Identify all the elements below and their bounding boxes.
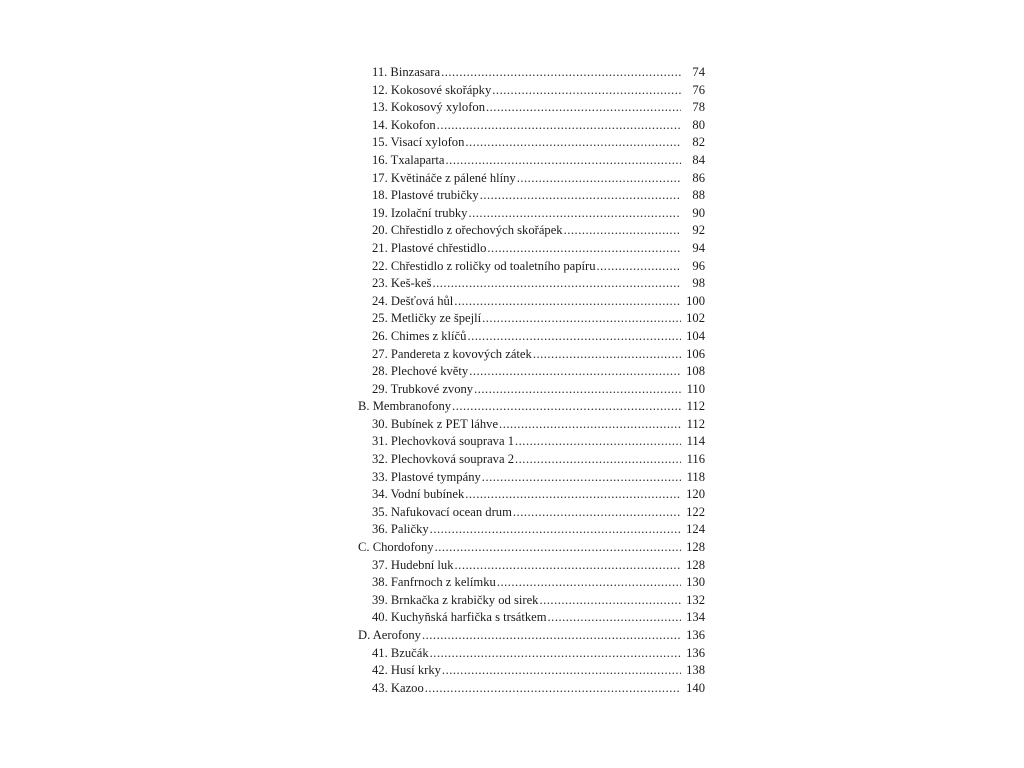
- toc-dot-leader: [442, 662, 681, 680]
- toc-entry: [358, 592, 705, 610]
- toc-page-number: 128: [686, 557, 705, 572]
- toc-entry-title: D. Aerofony: [358, 628, 421, 642]
- toc-dot-leader: [474, 381, 681, 399]
- toc-page-number: 120: [686, 487, 705, 502]
- toc-page-number: 114: [686, 434, 705, 449]
- toc-page-number: 134: [686, 610, 705, 625]
- toc-entry-title: 17. Květináče z pálené hlíny: [372, 170, 516, 185]
- toc-entry-title: 21. Plastové chřestidlo: [372, 240, 487, 255]
- toc-dot-leader: [437, 117, 681, 135]
- toc-entry: [358, 328, 705, 346]
- toc-entry: [358, 222, 705, 240]
- toc-page-number: 102: [686, 311, 705, 326]
- toc-page-number: 86: [692, 170, 705, 185]
- toc-entry-title: 14. Kokofon: [372, 117, 436, 132]
- toc-entry: [358, 363, 705, 381]
- toc-entry: [358, 134, 705, 152]
- toc-dot-leader: [435, 539, 681, 557]
- toc-page-number: 92: [692, 223, 705, 238]
- toc-entry: [358, 82, 705, 100]
- toc-entry: [358, 346, 705, 364]
- toc-dot-leader: [469, 363, 681, 381]
- toc-entry-title: 18. Plastové trubičky: [372, 188, 479, 203]
- toc-entry: [358, 99, 705, 117]
- toc-entry: [358, 310, 705, 328]
- toc-entry: [358, 293, 705, 311]
- toc-dot-leader: [533, 346, 681, 364]
- toc-entry-title: 34. Vodní bubínek: [372, 487, 465, 502]
- toc-entry-title: 31. Plechovková souprava 1: [372, 434, 514, 449]
- toc-page-number: 82: [692, 135, 705, 150]
- toc-page-number: 74: [692, 65, 705, 79]
- toc-page-number: 112: [686, 416, 705, 431]
- toc-page-number: 76: [692, 82, 705, 97]
- toc-dot-leader: [515, 451, 681, 469]
- toc-entry: [358, 469, 705, 487]
- toc-dot-leader: [454, 293, 681, 311]
- toc-dot-leader: [467, 328, 681, 346]
- toc-entry: [358, 205, 705, 223]
- toc-entry-title: 35. Nafukovací ocean drum: [372, 504, 512, 519]
- toc-page-number: 106: [686, 346, 705, 361]
- toc-dot-leader: [513, 504, 681, 522]
- toc-entry: [358, 574, 705, 592]
- toc-dot-leader: [597, 258, 682, 276]
- toc-page-number: 118: [686, 469, 705, 484]
- toc-entry: [358, 627, 705, 645]
- toc-entry: [358, 275, 705, 293]
- toc-dot-leader: [455, 557, 681, 575]
- toc-entry: [358, 662, 705, 680]
- toc-entry: [358, 381, 705, 399]
- toc-page-number: 110: [686, 381, 705, 396]
- toc-page-number: 88: [692, 188, 705, 203]
- toc-entry-title: 39. Brnkačka z krabičky od sirek: [372, 592, 539, 607]
- toc-page-number: 108: [686, 364, 705, 379]
- toc-page-number: 140: [686, 680, 705, 695]
- toc-entry-title: 33. Plastové tympány: [372, 469, 481, 484]
- toc-entry-title: 27. Pandereta z kovových zátek: [372, 346, 532, 361]
- toc-entry-title: 16. Txalaparta: [372, 152, 445, 167]
- toc-entry-title: 22. Chřestidlo z roličky od toaletního papíru: [372, 258, 596, 273]
- toc-entry: [358, 680, 705, 698]
- toc-page-number: 122: [686, 504, 705, 519]
- toc-entry: [358, 645, 705, 663]
- toc-dot-leader: [425, 680, 681, 698]
- toc-dot-leader: [492, 82, 681, 100]
- toc-entry-title: 25. Metličky ze špejlí: [372, 311, 482, 326]
- toc-page-number: 116: [686, 452, 705, 467]
- toc-entry-title: 11. Binzasara: [372, 65, 441, 79]
- toc-page-number: 80: [692, 117, 705, 132]
- toc-entry: [358, 416, 705, 434]
- toc-page-number: 124: [686, 522, 705, 537]
- toc-entry-title: 42. Husí krky: [372, 663, 441, 678]
- toc-entry-title: 43. Kazoo: [372, 680, 424, 695]
- toc-page-number: 136: [686, 628, 705, 642]
- toc-dot-leader: [499, 416, 681, 434]
- toc-dot-leader: [548, 609, 681, 627]
- toc-dot-leader: [482, 469, 681, 487]
- table-of-contents: [358, 64, 705, 697]
- toc-dot-leader: [564, 222, 681, 240]
- toc-entry-title: 12. Kokosové skořápky: [372, 82, 492, 97]
- toc-entry: [358, 398, 705, 416]
- toc-dot-leader: [465, 486, 681, 504]
- toc-page-number: 130: [686, 575, 705, 590]
- toc-dot-leader: [517, 170, 681, 188]
- toc-entry-title: 40. Kuchyňská harfička s trsátkem: [372, 610, 547, 625]
- toc-entry-title: 32. Plechovková souprava 2: [372, 452, 514, 467]
- toc-entry-title: 19. Izolační trubky: [372, 205, 468, 220]
- toc-dot-leader: [468, 205, 681, 223]
- toc-page-number: 96: [692, 258, 705, 273]
- toc-dot-leader: [487, 240, 681, 258]
- toc-entry-title: 29. Trubkové zvony: [372, 381, 474, 396]
- toc-entry: [358, 504, 705, 522]
- toc-page-number: 78: [692, 100, 705, 115]
- toc-dot-leader: [422, 627, 681, 645]
- toc-entry: [358, 433, 705, 451]
- toc-entry: [358, 539, 705, 557]
- toc-page-number: 84: [692, 152, 705, 167]
- toc-entry: [358, 240, 705, 258]
- toc-entry: [358, 486, 705, 504]
- toc-page-number: 90: [692, 205, 705, 220]
- toc-dot-leader: [465, 134, 681, 152]
- toc-dot-leader: [452, 398, 681, 416]
- toc-page-number: 132: [686, 592, 705, 607]
- toc-dot-leader: [446, 152, 681, 170]
- toc-dot-leader: [441, 64, 681, 82]
- toc-entry: [358, 557, 705, 575]
- toc-dot-leader: [497, 574, 681, 592]
- toc-entry-title: 36. Paličky: [372, 522, 429, 537]
- toc-dot-leader: [486, 99, 681, 117]
- toc-page-number: 138: [686, 663, 705, 678]
- toc-dot-leader: [480, 187, 681, 205]
- toc-entry-title: 37. Hudební luk: [372, 557, 454, 572]
- toc-dot-leader: [430, 521, 681, 539]
- toc-page-number: 94: [692, 240, 705, 255]
- toc-entry-title: 24. Dešťová hůl: [372, 293, 454, 308]
- toc-page-number: 136: [686, 645, 705, 660]
- toc-page-number: 112: [686, 399, 705, 414]
- toc-entry-title: 41. Bzučák: [372, 645, 429, 660]
- toc-entry-title: 38. Fanfrnoch z kelímku: [372, 575, 496, 590]
- toc-entry-title: 28. Plechové květy: [372, 364, 469, 379]
- toc-dot-leader: [482, 310, 681, 328]
- toc-dot-leader: [432, 275, 681, 293]
- toc-entry-title: 23. Keš-keš: [372, 276, 432, 291]
- toc-entry-title: C. Chordofony: [358, 540, 434, 555]
- toc-dot-leader: [515, 433, 681, 451]
- toc-page-number: 104: [686, 328, 705, 343]
- toc-entry-title: B. Membranofony: [358, 399, 452, 414]
- toc-entry: [358, 64, 705, 82]
- toc-dot-leader: [539, 592, 681, 610]
- toc-entry: [358, 152, 705, 170]
- toc-entry: [358, 117, 705, 135]
- toc-entry: [358, 170, 705, 188]
- toc-page-number: 100: [686, 293, 705, 308]
- toc-page-number: 98: [692, 276, 705, 291]
- toc-page-number: 128: [686, 540, 705, 555]
- toc-entry: [358, 521, 705, 539]
- toc-dot-leader: [430, 645, 681, 663]
- toc-entry-title: 20. Chřestidlo z ořechových skořápek: [372, 223, 563, 238]
- toc-entry: [358, 187, 705, 205]
- toc-entry-title: 13. Kokosový xylofon: [372, 100, 485, 115]
- toc-entry-title: 30. Bubínek z PET láhve: [372, 416, 499, 431]
- toc-entry-title: 26. Chimes z klíčů: [372, 328, 467, 343]
- toc-entry-title: 15. Visací xylofon: [372, 135, 465, 150]
- toc-entry: [358, 451, 705, 469]
- toc-entry: [358, 609, 705, 627]
- toc-entry: [358, 258, 705, 276]
